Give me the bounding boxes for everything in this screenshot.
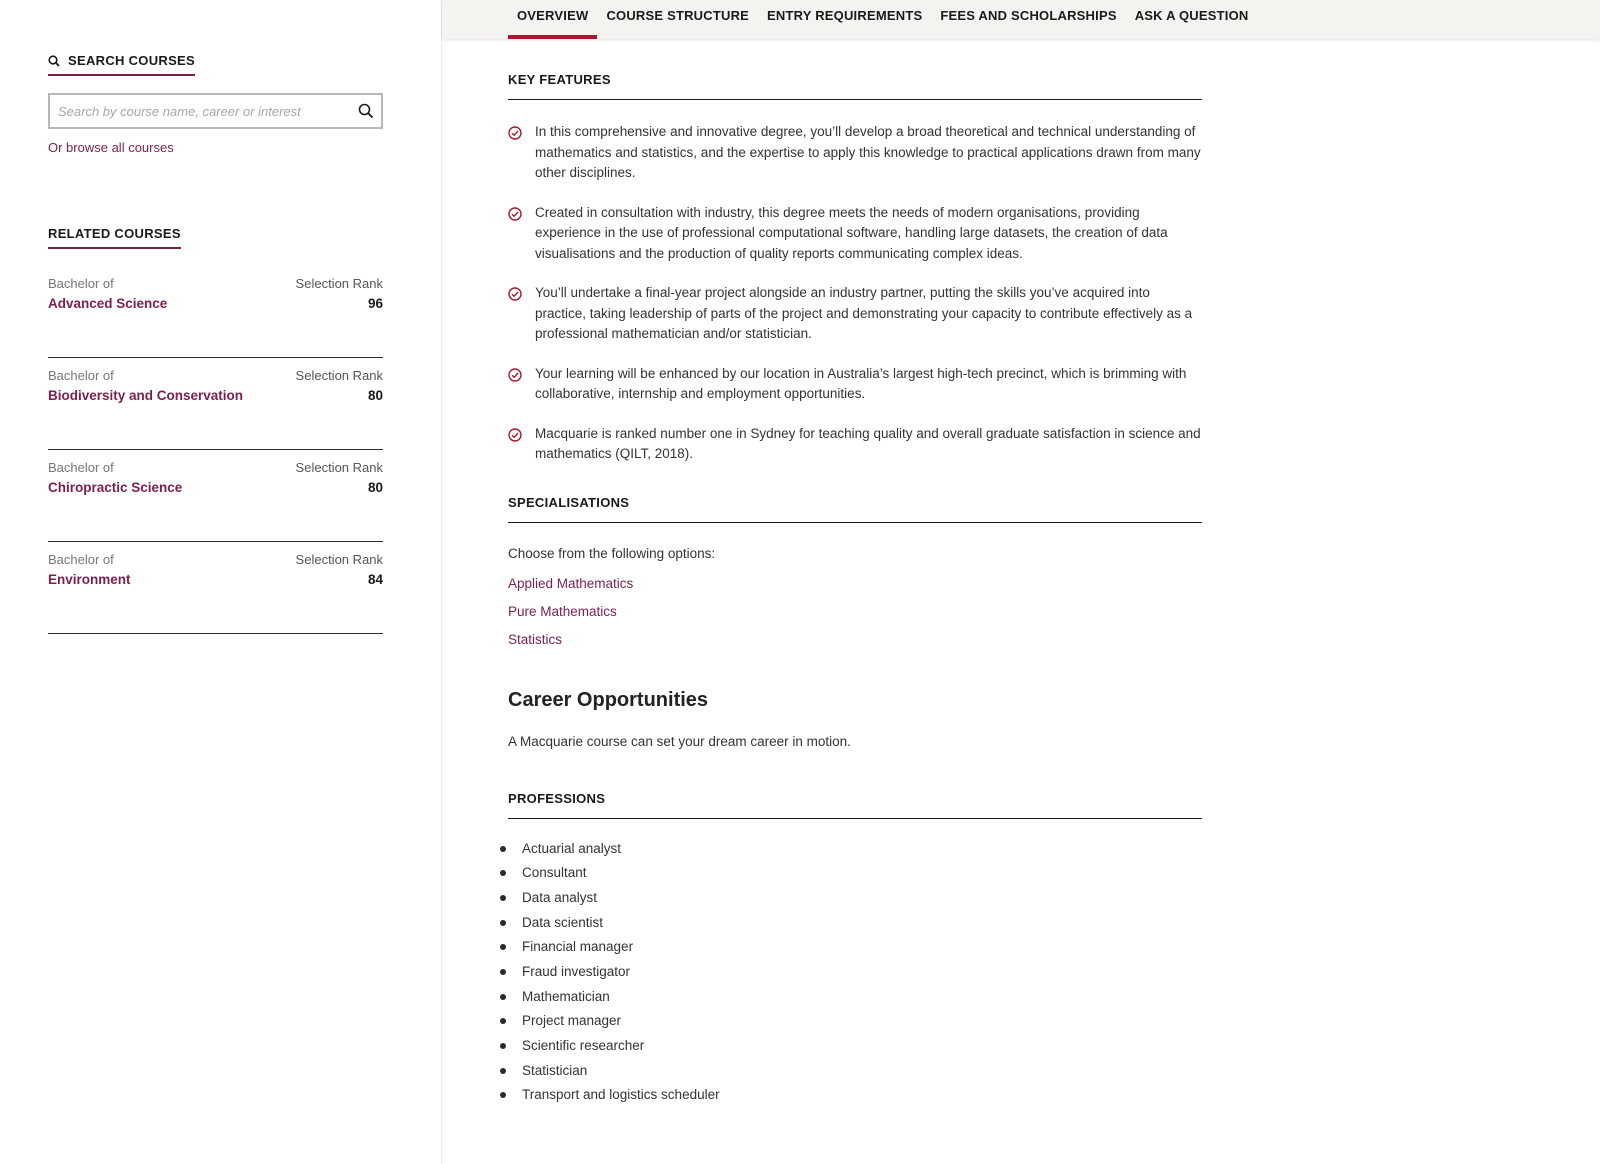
tab-entry-requirements[interactable]: ENTRY REQUIREMENTS (767, 8, 923, 23)
list-item (508, 865, 1202, 890)
search-icon (358, 103, 374, 119)
profession-text: Mathematician (522, 988, 610, 1004)
key-features-heading: KEY FEATURES (508, 72, 1202, 100)
specialisations-heading: SPECIALISATIONS (508, 495, 1202, 523)
list-item (508, 1013, 1202, 1038)
bullet-icon (500, 920, 506, 926)
search-courses-heading (48, 53, 195, 76)
specialisations-intro: Choose from the following options: (508, 545, 716, 561)
bullet-icon (500, 1043, 506, 1049)
feature-item (508, 364, 1202, 405)
selection-rank-value: 80 (367, 388, 383, 403)
related-courses-heading-label: RELATED COURSES (48, 226, 181, 241)
search-input[interactable] (50, 95, 351, 127)
related-course[interactable] (48, 542, 383, 634)
course-prefix: Bachelor of (48, 460, 114, 475)
check-circle-icon (508, 287, 522, 301)
bullet-icon (500, 870, 506, 876)
feature-item (508, 424, 1202, 465)
selection-rank-value: 96 (367, 296, 383, 311)
feature-item (508, 203, 1202, 265)
selection-rank-label: Selection Rank (295, 552, 383, 567)
feature-text: You’ll undertake a final-year project alongside an industry partner, putting the skills you’ve acquired into practice, taking leadership of parts of the project and demonstrating your capacity to contribute effectively as a professional mathematician and/or statistician. (535, 285, 1193, 341)
specialisation-link-applied-mathematics[interactable]: Applied Mathematics (508, 575, 634, 591)
list-item (508, 631, 1202, 649)
course-prefix: Bachelor of (48, 552, 114, 567)
specialisation-link-statistics[interactable]: Statistics (508, 631, 563, 647)
list-item (508, 1087, 1202, 1112)
selection-rank-value: 80 (367, 480, 383, 495)
list-item (508, 890, 1202, 915)
course-prefix: Bachelor of (48, 276, 114, 291)
list-item (508, 575, 1202, 593)
sidebar (0, 0, 442, 1164)
list-item (508, 915, 1202, 940)
list-item (508, 939, 1202, 964)
profession-text: Scientific researcher (522, 1038, 645, 1053)
profession-text: Fraud investigator (522, 963, 631, 979)
related-course[interactable] (48, 358, 383, 450)
course-prefix: Bachelor of (48, 368, 114, 383)
feature-text: Macquarie is ranked number one in Sydney for teaching quality and overall graduate satisfaction in science and mathematics (QILT, 2018). (535, 425, 1201, 461)
list-item (508, 1063, 1202, 1088)
list-item (508, 1038, 1202, 1063)
tab-fees-and-scholarships[interactable]: FEES AND SCHOLARSHIPS (940, 8, 1117, 23)
feature-text: In this comprehensive and innovative degree, you’ll develop a broad theoretical and technical understanding of mathematics and statistics, and the expertise to apply this knowledge to practical applications drawn from many other disciplines. (535, 124, 1201, 180)
search-icon (48, 55, 60, 67)
bullet-icon (500, 1092, 506, 1098)
tab-course-structure[interactable]: COURSE STRUCTURE (606, 8, 750, 23)
list-item (508, 841, 1202, 866)
related-course[interactable] (48, 266, 383, 358)
bullet-icon (500, 895, 506, 901)
bullet-icon (500, 944, 506, 950)
course-name-link[interactable]: Environment (48, 572, 131, 587)
profession-text: Transport and logistics scheduler (522, 1087, 720, 1103)
specialisation-link-pure-mathematics[interactable]: Pure Mathematics (508, 603, 617, 619)
course-name-link[interactable]: Advanced Science (48, 296, 168, 311)
selection-rank-value: 84 (367, 572, 383, 587)
list-item (508, 989, 1202, 1014)
main-content (508, 39, 1202, 1112)
specialisations-list (508, 575, 1202, 649)
profession-text: Consultant (522, 865, 587, 881)
key-features-list (508, 122, 1202, 465)
bullet-icon (500, 969, 506, 975)
course-name-link[interactable]: Chiropractic Science (48, 480, 183, 495)
profession-text: Data scientist (522, 914, 604, 930)
profession-text: Actuarial analyst (522, 840, 622, 856)
search-button[interactable] (351, 95, 381, 127)
feature-text: Created in consultation with industry, this degree meets the needs of modern organisations, providing experience in the use of professional computational software, handling large datasets, the creation of data visualisations and the production of quality reports communicating complex ideas. (535, 204, 1168, 261)
career-opportunities-text: A Macquarie course can set your dream career in motion. (508, 733, 851, 749)
check-circle-icon (508, 126, 522, 140)
profession-text: Data analyst (522, 889, 598, 905)
check-circle-icon (508, 368, 522, 382)
profession-text: Statistician (522, 1062, 588, 1078)
bullet-icon (500, 846, 506, 852)
bullet-icon (500, 1068, 506, 1074)
professions-heading: PROFESSIONS (508, 791, 1202, 819)
profession-text: Project manager (522, 1013, 622, 1029)
professions-list (508, 841, 1202, 1113)
check-circle-icon (508, 207, 522, 221)
related-course[interactable] (48, 450, 383, 542)
search-box (48, 93, 383, 129)
tab-overview[interactable]: OVERVIEW (508, 0, 597, 39)
profession-text: Financial manager (522, 939, 634, 955)
feature-item (508, 122, 1202, 184)
tab-ask-a-question[interactable]: ASK A QUESTION (1134, 8, 1249, 23)
career-opportunities-title: Career Opportunities (508, 688, 709, 711)
feature-text: Your learning will be enhanced by our location in Australia’s largest high-tech precinct, which is brimming with collaborative, internship and employment opportunities. (535, 365, 1187, 401)
course-name-link[interactable]: Biodiversity and Conservation (48, 388, 244, 403)
bullet-icon (500, 1018, 506, 1024)
section-tab-bar (442, 0, 1600, 39)
list-item (508, 603, 1202, 621)
selection-rank-label: Selection Rank (295, 460, 383, 475)
selection-rank-label: Selection Rank (295, 368, 383, 383)
tab-list (508, 0, 1249, 39)
search-courses-heading-label: SEARCH COURSES (68, 53, 195, 68)
selection-rank-label: Selection Rank (295, 276, 383, 291)
bullet-icon (500, 994, 506, 1000)
related-courses-heading (48, 226, 181, 249)
check-circle-icon (508, 428, 522, 442)
list-item (508, 964, 1202, 989)
browse-all-courses-link[interactable]: Or browse all courses (48, 140, 174, 155)
feature-item (508, 283, 1202, 345)
